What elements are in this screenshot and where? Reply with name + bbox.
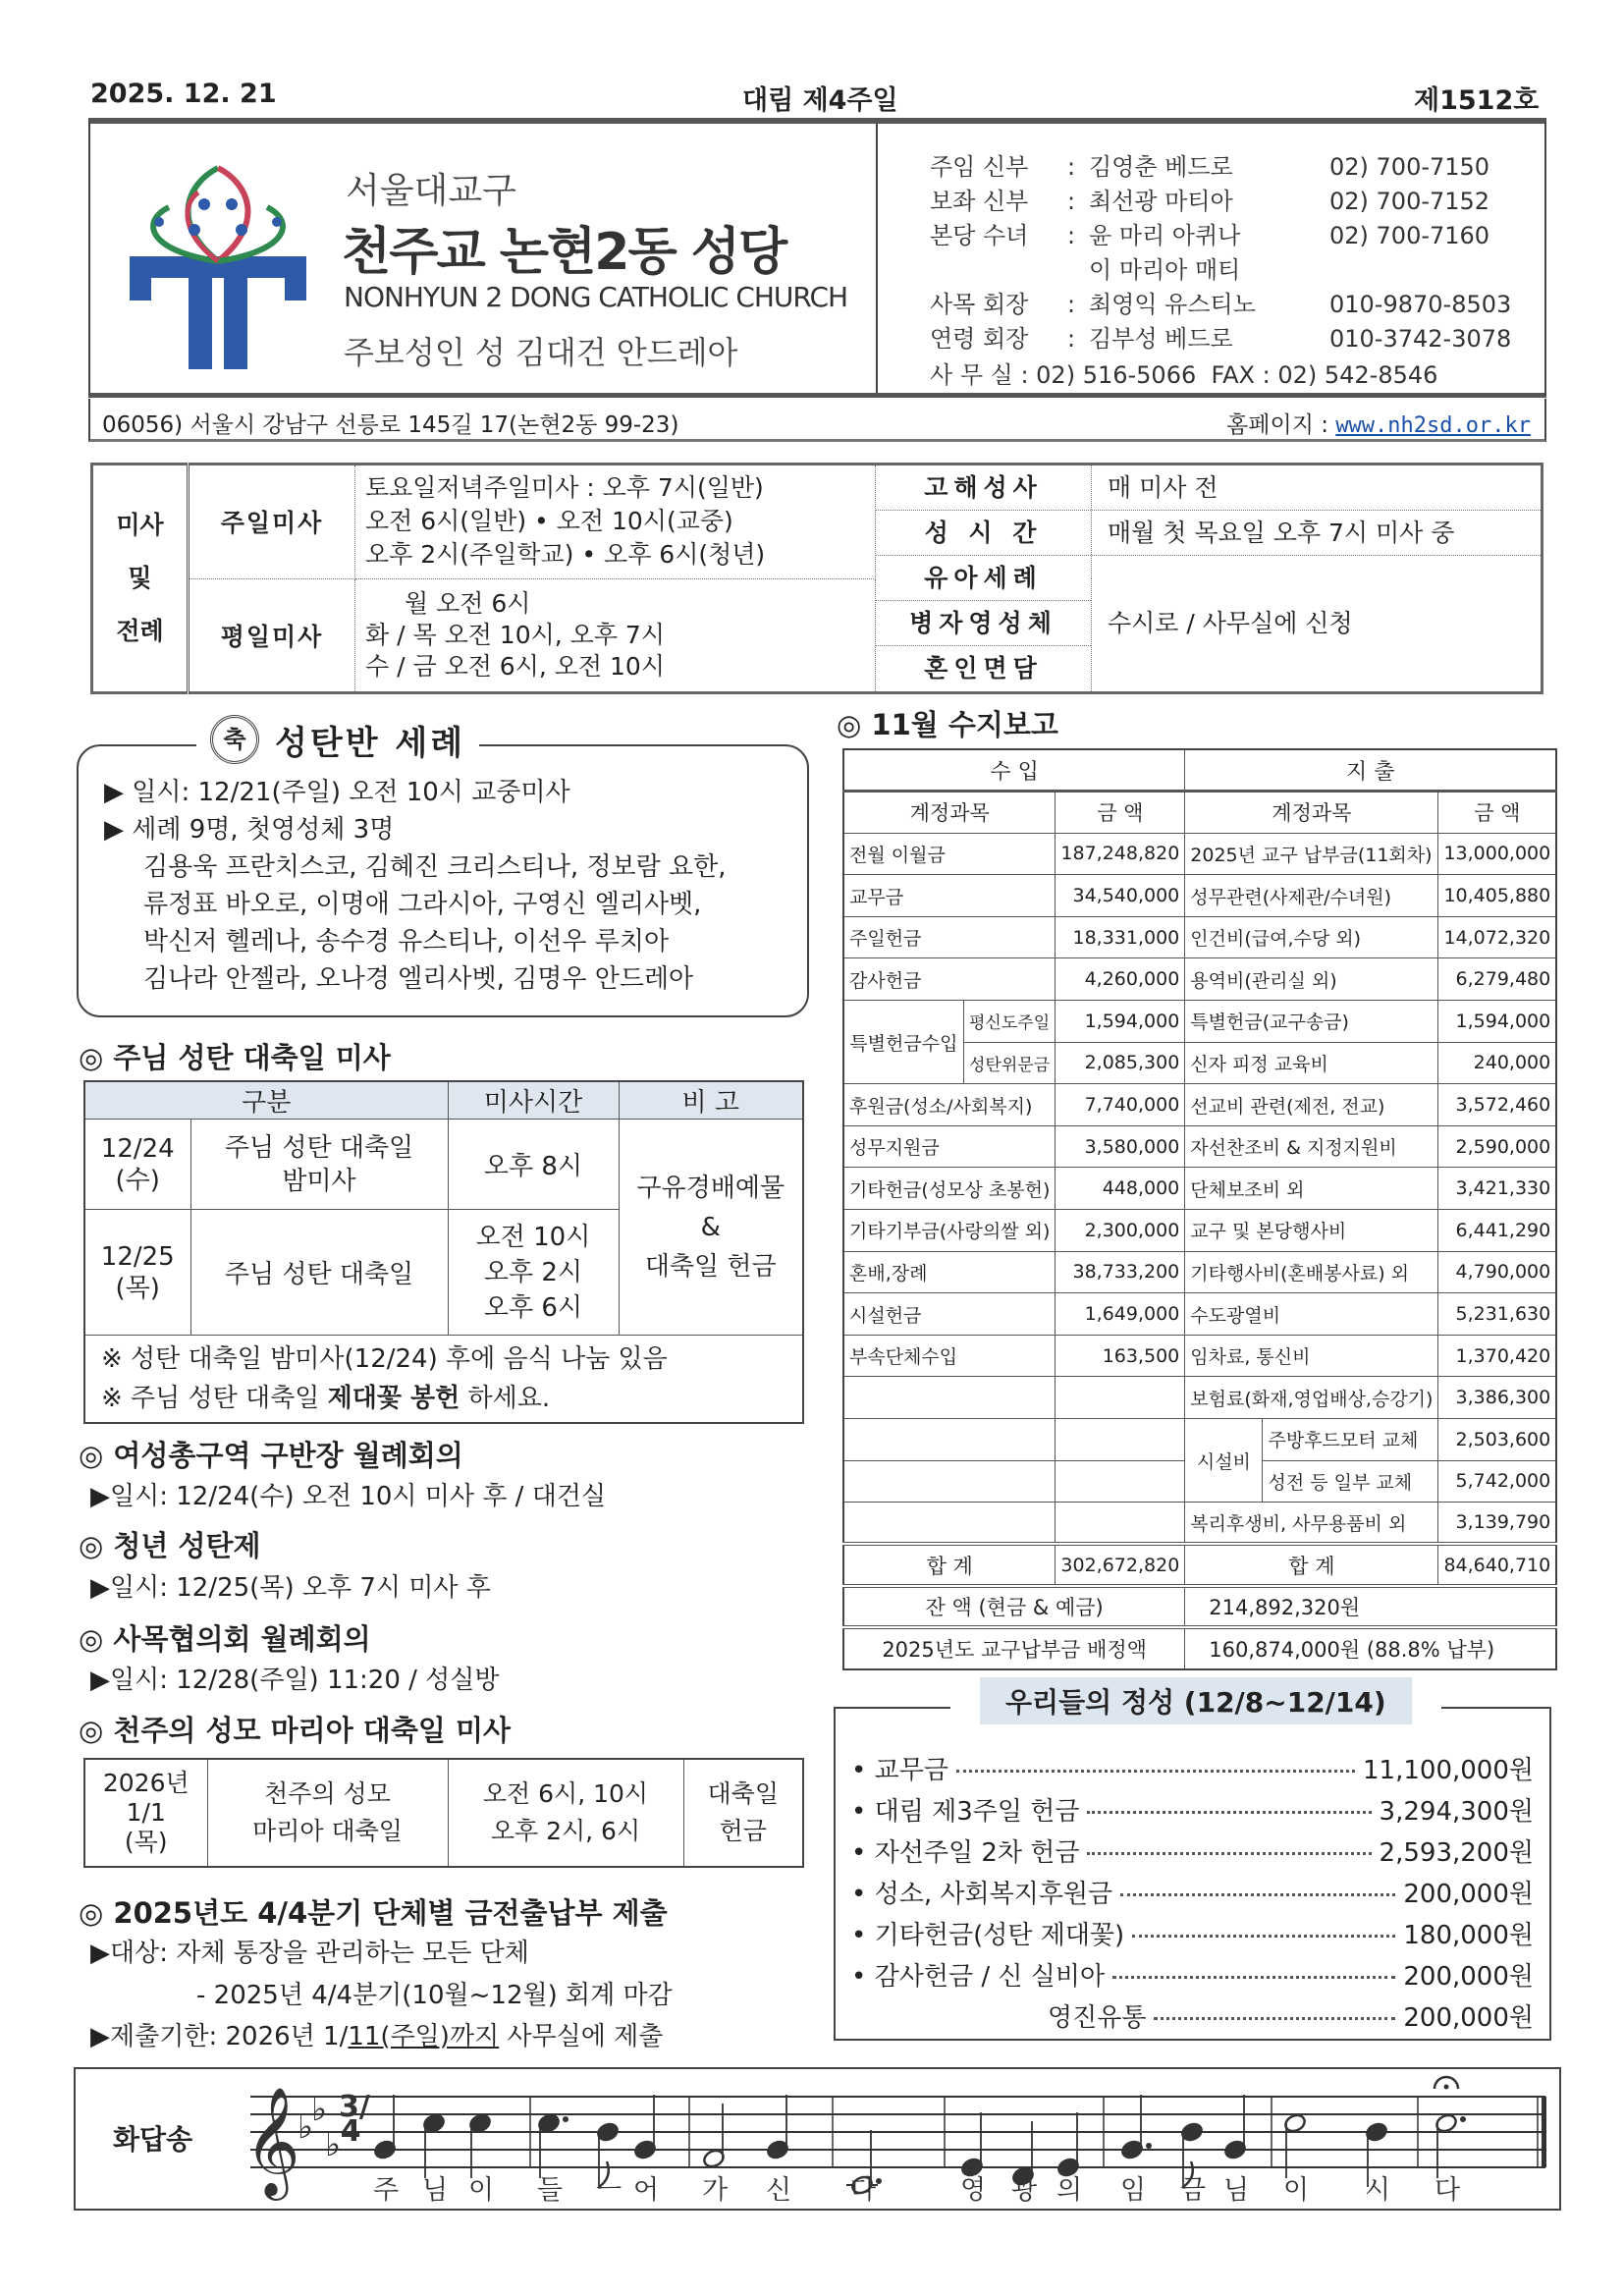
finance-summary-row: 2025년도 교구납부금 배정액 160,874,000원 (88.8% 납부) [843,1627,1556,1669]
issue-date: 2025. 12. 21 [90,79,277,109]
offering-item: • 대림 제3주일 헌금 3,294,300원 [851,1797,1534,1827]
sunday-mass-times: 토요일저녁주일미사 : 오후 7시(일반) 오전 6시(일반) • 오전 10시(교중) 오후 2시(주일학교) • 오후 6시(청년) [355,465,876,579]
time-signature: 3/4 [339,2090,370,2149]
weekday-mass-times: 월 오전 6시 화 / 목 오전 10시, 오후 7시 수 / 금 오전 6시, 오전 10시 [355,578,876,693]
sacrament-label: 성 시 간 [876,511,1091,556]
submission-title: ◎ 2025년도 4/4분기 단체별 금전출납부 제출 [79,1896,668,1930]
food-sharing-note: ※ 성탄 대축일 밤미사(12/24) 후에 음식 나눔 있음 [101,1344,668,1374]
offerings-box [834,1707,1551,2041]
mary-mass-title: ◎ 천주의 성모 마리아 대축일 미사 [79,1714,511,1747]
laurel-celebration-icon: 축 [210,715,259,764]
lyric-syllable: 의 [1056,2175,1083,2206]
note-dot [1460,2116,1466,2122]
lyric-syllable: 다 [1435,2175,1461,2206]
staff-role: 본당 수녀 [930,222,1029,249]
staff-role: 보좌 신부 [930,188,1029,215]
address: 06056) 서울시 강남구 선릉로 145길 17(논현2동 99-23) [102,412,679,438]
fax-label: FAX [1211,361,1255,389]
flat-icon: ♭ [325,2125,342,2164]
office-contact: 사 무 실 : 02) 516-5066 FAX : 02) 542-8546 [930,361,1438,389]
lyric-syllable: 이 [1283,2175,1310,2206]
lyric-syllable: 영 [960,2175,987,2206]
offering-item: • 기타헌금(성탄 제대꽃) 180,000원 [851,1921,1534,1950]
finance-row: 주일헌금 18,331,000 인건비(급여,수당 외) 14,072,320 [843,916,1556,958]
fermata-dot [1444,2085,1449,2090]
finance-row: 부속단체수입 163,500 임차료, 통신비 1,370,420 [843,1335,1556,1377]
staff-role: 사목 회장 [930,291,1029,318]
finance-summary-row: 잔 액 (현금 & 예금) 214,892,320원 [843,1586,1556,1628]
lyric-syllable: 님 [1223,2175,1250,2206]
baptism-names: 김용욱 프란치스코, 김혜진 크리스티나, 정보람 요한, 류정표 바오로, 이명애 그라시아, 구영신 엘리사벳, 박신저 헬레나, 송수경 유스티나, 이선우 루치아 김나라 안젤라, 오나경 엘리사벳, 김명우 안드레아 [143,852,727,994]
notice-line: ▶일시: 12/28(주일) 11:20 / 성실방 [90,1666,500,1695]
lyric-syllable: 신 [766,2175,792,2206]
homepage-label: 홈페이지 : [1226,412,1328,438]
note-dot [1146,2143,1152,2149]
diocese: 서울대교구 [346,171,516,211]
sunday-mass-label: 주일미사 [189,465,355,579]
finance-title: ◎ 11월 수지보고 [837,708,1058,741]
lyric-syllable: 주 [373,2175,400,2206]
baptism-date: ▶ 일시: 12/21(주일) 오전 10시 교중미사 [104,778,570,807]
staff-phone: 02) 700-7152 [1329,188,1490,215]
sacrament-info: 매 미사 전 [1092,465,1541,511]
staff-phone: 02) 700-7160 [1329,222,1490,249]
baptism-title: 축 성탄반 세례 [196,715,479,764]
finance-row: 시설헌금 1,649,000 수도광열비 5,231,630 [843,1293,1556,1336]
church-name-en: NONHYUN 2 DONG CATHOLIC CHURCH [344,281,848,313]
lyric-syllable: 이 [468,2175,495,2206]
masthead [88,118,1546,398]
office-label: 사 무 실 [930,361,1013,389]
submission-period: - 2025년 4/4분기(10월~12월) 회계 마감 [196,1981,673,2010]
staff-phone: 010-9870-8503 [1329,291,1512,318]
flat-icon: ♭ [311,2090,328,2129]
mass-group-label: 미사 및 전례 [92,465,189,693]
music-score [76,2069,1563,2213]
submission-target: ▶대상: 자체 통장을 관리하는 모든 단체 [90,1939,529,1968]
flat-icon: ♭ [298,2107,314,2147]
sacrament-label: 병자영성체 [876,601,1091,646]
notice-line: ▶일시: 12/24(수) 오전 10시 미사 후 / 대건실 [90,1482,607,1511]
treble-clef-icon: 𝄞 [244,2086,300,2196]
christmas-mass-table: 구분 미사시간 비 고 12/24 (수) 주님 성탄 대축일 밤미사 오후 8시 구유경배예물 & 대축일 헌금 12/25 (목) 주님 성탄 대축일 오전 10시 오후 2시 오후 6시 ※ 성탄 대축일 밤미사(12/24) 후에 음식 나눔 있음 ※ 주님 성탄 대축일 제대꽃 봉헌 하세요. [83,1080,804,1424]
finance-row: 후원금(성소/사회복지) 7,740,000 선교비 관련(제전, 전교) 3,572,460 [843,1084,1556,1126]
altar-flower-note: ※ 주님 성탄 대축일 제대꽃 봉헌 하세요. [101,1384,551,1413]
finance-row: 기타헌금(성모상 초봉헌) 448,000 단체보조비 외 3,421,330 [843,1168,1556,1210]
lyric-syllable: 다 [850,2175,877,2206]
staff-entry: 연령 회장 : 김부성 베드로 010-3742-3078 [930,319,1511,354]
christmas-mass-title: ◎ 주님 성탄 대축일 미사 [79,1041,391,1074]
sacrament-label: 유아세례 [876,556,1091,601]
offering-item: • 자선주일 2차 헌금 2,593,200원 [851,1838,1534,1868]
submission-deadline: ▶제출기한: 2026년 1/11(주일)까지 사무실에 제출 [90,2022,664,2051]
notice-title: ◎ 청년 성탄제 [79,1529,261,1562]
lyric-syllable: 가 [702,2175,729,2206]
notice-title: ◎ 여성총구역 구반장 월례회의 [79,1439,463,1472]
staff-entry [930,250,1329,285]
notice-title: ◎ 사목협의회 월례회의 [79,1622,371,1656]
sacrament-label: 혼인면담 [924,654,1043,683]
finance-row: 보험료(화재,영업배상,승강기) 3,386,300 [843,1377,1556,1419]
staff-name: 이 마리아 매티 [1089,256,1241,284]
sacrament-label: 고해성사 [876,465,1091,511]
note-dot [876,2178,882,2184]
homepage-link[interactable]: www.nh2sd.or.kr [1335,413,1531,438]
staff-phone: 010-3742-3078 [1329,325,1512,353]
sacrament-info: 수시로 / 사무실에 신청 [1108,609,1353,637]
staff-name: 김영춘 베드로 [1089,153,1233,181]
staff-entry: 본당 수녀 : 윤 마리 아퀴나 02) 700-7160 [930,216,1489,250]
lyric-syllable: 어 [633,2175,660,2206]
staff-name: 김부성 베드로 [1089,325,1233,353]
staff-entry: 사목 회장 : 최영익 유스티노 010-9870-8503 [930,285,1511,319]
notice-line: ▶일시: 12/25(목) 오후 7시 미사 후 [90,1573,491,1603]
baptism-count: ▶ 세례 9명, 첫영성체 3명 [104,815,395,845]
mass-schedule-table [90,463,1543,694]
finance-summary-row: 합 계 302,672,820 합 계 84,640,710 [843,1544,1556,1586]
finance-row: 특별헌금수입 평신도주일 1,594,000 특별헌금(교구송금) 1,594,000 [843,1001,1556,1043]
staff-name: 최선광 마티아 [1089,188,1233,215]
lyric-syllable: 임 [1120,2175,1147,2206]
patron-saint: 주보성인 성 김대건 안드레아 [344,334,738,371]
offering-item: 영진유통 200,000원 [1048,2003,1534,2033]
offering-item: • 감사헌금 / 신 실비아 200,000원 [851,1962,1534,1992]
offering-item: • 성소, 사회복지후원금 200,000원 [851,1880,1534,1909]
finance-row: 복리후생비, 사무용품비 외 3,139,790 [843,1503,1556,1545]
finance-row: 기타기부금(사랑의쌀 외) 2,300,000 교구 및 본당행사비 6,441,290 [843,1210,1556,1252]
church-name: 천주교 논현2동 성당 [342,223,786,282]
church-logo [130,163,316,369]
fax-number: 02) 542-8546 [1277,361,1438,389]
sacrament-info: 매월 첫 목요일 오후 7시 미사 중 [1092,511,1541,556]
weekday-mass-label: 평일미사 [189,578,355,693]
finance-row: 성탄위문금 2,085,300 신자 피정 교육비 240,000 [843,1042,1556,1084]
mary-mass-table: 2026년 1/1 (목) 천주의 성모 마리아 대축일 오전 6시, 10시 오후 2시, 6시 대축일 헌금 [83,1758,804,1868]
lyric-syllable: 시 [1365,2175,1391,2206]
lyric-syllable: 금 [1180,2175,1207,2206]
finance-row: 교무금 34,540,000 성무관련(사제관/수녀원) 10,405,880 [843,875,1556,917]
hymn-label: 화답송 [113,2123,193,2156]
staff-role: 연령 회장 [930,325,1029,353]
issue-number: 제1512호 [1414,85,1540,116]
staff-role: 주임 신부 [930,153,1029,181]
finance-row: 감사헌금 4,260,000 용역비(관리실 외) 6,279,480 [843,958,1556,1001]
finance-report-table: 수 입 지 출 계정과목 금 액 계정과목 금 액 전월 이월금 187,248,820 2025년 교구 납부금(11회차) 13,000,000 교무금 34,540,000 성무관련(사제관/수녀원) 10,405,880 주일헌금 18,331,000 인건비(급여,수당 외) 14,072,320 감사헌금 4,260,000 용역비(관리실 외) 6,279,480 특별헌금수입 평신도주일 1,594,000 특별헌금(교구송금) 1,594,000 성탄위문금 2,085,300 신자 피정 교육비 240,000 후원금(성소/사회복지) 7,740,000 선교비 관련(제전, 전교) 3,572,460 성무지원금 3,580,000 자선찬조비 & 지정지원비 2,590,000 기타헌금(성모상 초봉헌) 448,000 단체보조비 외 3,421,330 기타기부금(사랑의쌀 외) 2,300,000 교구 및 본당행사비 6,441,290 혼배,장례 38,733,200 기타행사비(혼배봉사료) 외 4,790,000 시설헌금 1,649,000 수도광열비 5,231,630 부속단체수입 163,500 임차료, 통신비 1,370,420 보험료(화재,영업배상,승강기) 3,386,300 시설비 주방후드모터 교체 2,503,600 성전 등 일부 교체 5,742,000 복리후생비, 사무용품비 외 3,139,790 합 계 302,672,820 합 계 84,640,710 잔 액 (현금 & 예금) 214,892,320원 2025년도 교구납부금 배정액 160,874,000원 (88.8% 납부) [842,748,1557,1670]
staff-phone: 02) 700-7150 [1329,153,1490,181]
finance-row: 성전 등 일부 교체 5,742,000 [843,1460,1556,1503]
liturgical-sunday: 대림 제4주일 [742,85,898,116]
staff-name: 윤 마리 아퀴나 [1089,222,1241,249]
staff-name: 최영익 유스티노 [1089,291,1256,318]
offering-item: • 교무금 11,100,000원 [851,1756,1534,1785]
christmas-baptism-box [77,744,809,1017]
staff-entry: 보좌 신부 : 최선광 마티아 02) 700-7152 [930,182,1489,216]
address-bar [88,399,1546,442]
finance-row: 시설비 주방후드모터 교체 2,503,600 [843,1419,1556,1461]
office-phone: 02) 516-5066 [1036,361,1197,389]
finance-row: 혼배,장례 38,733,200 기타행사비(혼배봉사료) 외 4,790,000 [843,1251,1556,1293]
staff-entry: 주임 신부 : 김영춘 베드로 02) 700-7150 [930,147,1489,182]
note-dot [563,2116,568,2122]
lyric-syllable: 님 [422,2175,449,2206]
final-bar-thick [1542,2097,1546,2167]
responsorial-psalm-box [74,2067,1561,2211]
finance-row: 전월 이월금 187,248,820 2025년 교구 납부금(11회차) 13,000,000 [843,833,1556,875]
lyric-syllable: ㅡ [596,2175,623,2206]
lyric-syllable: 광 [1011,2175,1038,2206]
offerings-title: 우리들의 정성 (12/8~12/14) [950,1677,1441,1724]
finance-row: 성무지원금 3,580,000 자선찬조비 & 지정지원비 2,590,000 [843,1125,1556,1168]
lyric-syllable: 들 [537,2175,564,2206]
